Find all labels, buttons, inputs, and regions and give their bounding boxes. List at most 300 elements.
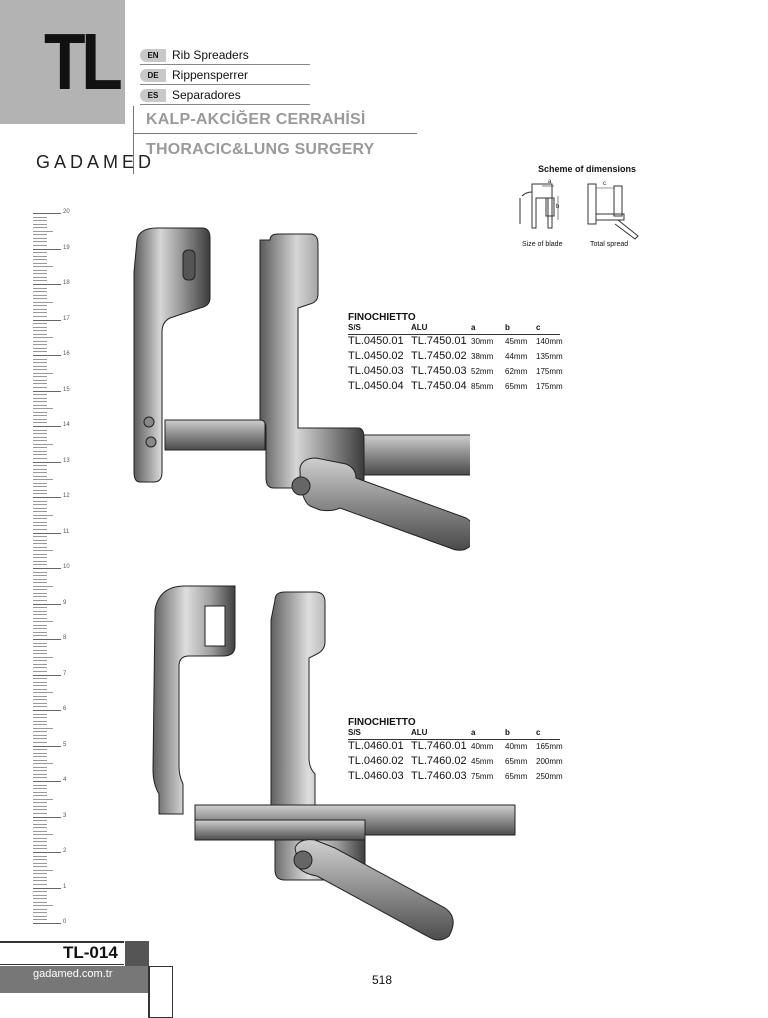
table-cell: 65mm: [505, 757, 528, 766]
ruler-tick: [33, 220, 47, 221]
col-b: b: [505, 323, 510, 332]
ruler-tick: [33, 256, 47, 257]
ruler-tick: [33, 813, 47, 814]
ruler-tick: [33, 891, 47, 892]
lang-text: Separadores: [172, 88, 241, 102]
ruler-tick: [33, 490, 47, 491]
table-header: [348, 323, 560, 335]
lang-row-es: [140, 87, 310, 105]
ruler-tick: [33, 522, 47, 523]
table-cell: 62mm: [505, 367, 528, 376]
ruler-tick: [33, 760, 47, 761]
ruler-tick: [33, 508, 47, 509]
ruler-tick: [33, 728, 53, 729]
ruler-tick: [33, 902, 47, 903]
ruler-tick: [33, 731, 47, 732]
lang-code: EN: [140, 49, 166, 62]
ruler-tick: [33, 873, 47, 874]
ruler-label: 10: [63, 564, 70, 570]
lang-row-en: [140, 47, 310, 65]
table-cell: 52mm: [471, 367, 494, 376]
col-b: b: [505, 728, 510, 737]
ruler-tick: [33, 561, 47, 562]
ruler-tick: [33, 309, 47, 310]
lang-code: ES: [140, 89, 166, 102]
scheme-letter-b: b: [556, 204, 560, 210]
ruler-tick: [33, 440, 47, 441]
ruler-tick: [33, 355, 61, 356]
ruler-tick: [33, 330, 47, 331]
ruler-tick: [33, 614, 47, 615]
ruler-tick: [33, 515, 53, 516]
table-cell: 30mm: [471, 337, 494, 346]
ruler-label: 5: [63, 741, 67, 748]
ruler-tick: [33, 749, 47, 750]
ruler-tick: [33, 305, 47, 306]
table-row: [348, 335, 578, 350]
ruler-tick: [33, 554, 47, 555]
ruler-tick: [33, 249, 61, 250]
table-cell: TL.0450.02: [348, 350, 404, 362]
ruler-tick: [33, 277, 47, 278]
ruler-tick: [33, 224, 47, 225]
table-cell: TL.0450.01: [348, 335, 404, 347]
ruler-tick: [33, 273, 47, 274]
ruler-label: 12: [63, 493, 70, 499]
ruler-tick: [33, 824, 47, 825]
ruler-tick: [33, 909, 47, 910]
table-cell: TL.0460.02: [348, 755, 404, 767]
ruler-tick: [33, 369, 47, 370]
ruler-tick: [33, 774, 47, 775]
ruler-tick: [33, 838, 47, 839]
section-code: TL: [44, 17, 119, 106]
ruler-tick: [33, 241, 47, 242]
ruler-tick: [33, 426, 61, 427]
table-cell: 75mm: [471, 772, 494, 781]
footer-decoration: [149, 966, 173, 1018]
ruler-tick: [33, 493, 47, 494]
ruler-tick: [33, 525, 47, 526]
ruler-tick: [33, 767, 47, 768]
ruler-label: 9: [63, 599, 67, 606]
ruler-tick: [33, 884, 47, 885]
ruler-tick: [33, 664, 47, 665]
ruler-tick: [33, 735, 47, 736]
ruler-tick: [33, 572, 47, 573]
ruler-tick: [33, 880, 47, 881]
ruler-tick: [33, 391, 61, 392]
ruler-tick: [33, 295, 47, 296]
ruler-label: 18: [63, 280, 70, 286]
ruler-label: 8: [63, 635, 67, 641]
ruler-tick: [33, 398, 47, 399]
ruler-tick: [33, 632, 47, 633]
ruler-tick: [33, 568, 61, 569]
ruler-tick: [33, 589, 47, 590]
ruler-tick: [33, 547, 47, 548]
ruler-tick: [33, 557, 47, 558]
col-ss: S/S: [348, 323, 361, 332]
ruler-tick: [33, 298, 47, 299]
table-row: [348, 350, 578, 365]
ruler-tick: [33, 376, 47, 377]
table-row: [348, 365, 578, 380]
ruler-tick: [33, 724, 47, 725]
ruler-tick: [33, 912, 47, 913]
ruler-label: 1: [63, 883, 67, 890]
ruler-tick: [33, 327, 47, 328]
ruler-label: 3: [63, 812, 67, 819]
table-cell: 38mm: [471, 352, 494, 361]
ruler-tick: [33, 618, 47, 619]
table-cell: TL.7460.01: [411, 740, 467, 752]
ruler-tick: [33, 831, 47, 832]
ruler-tick: [33, 337, 53, 338]
ruler-tick: [33, 401, 47, 402]
page-number: 518: [372, 973, 393, 987]
ruler-tick: [33, 501, 47, 502]
ruler-tick: [33, 380, 47, 381]
ruler-tick: [33, 689, 47, 690]
ruler-tick: [33, 682, 47, 683]
table-cell: 40mm: [505, 742, 528, 751]
ruler-tick: [33, 721, 47, 722]
table-cell: 140mm: [536, 337, 563, 346]
ruler-tick: [33, 462, 61, 463]
ruler-tick: [33, 582, 47, 583]
table-cell: TL.7450.02: [411, 350, 467, 362]
ruler-tick: [33, 483, 47, 484]
ruler-tick: [33, 799, 53, 800]
product-name: FINOCHIETTO: [348, 717, 416, 728]
scheme-label-spread: Total spread: [590, 241, 629, 248]
ruler-tick: [33, 699, 47, 700]
ruler-tick: [33, 497, 61, 498]
ruler-tick: [33, 444, 53, 445]
divider-horizontal: [133, 133, 417, 134]
ruler-tick: [33, 806, 47, 807]
ruler-tick: [33, 575, 47, 576]
table-cell: TL.7450.04: [411, 380, 467, 392]
ruler-tick: [33, 412, 47, 413]
ruler-label: 16: [63, 351, 70, 357]
ruler-tick: [33, 817, 61, 818]
ruler-tick: [33, 738, 47, 739]
table-cell: 85mm: [471, 382, 494, 391]
table-cell: 45mm: [471, 757, 494, 766]
ruler-tick: [33, 856, 47, 857]
ruler-tick: [33, 742, 47, 743]
ruler-tick: [33, 717, 47, 718]
ruler-tick: [33, 671, 47, 672]
ruler-tick: [33, 625, 47, 626]
ruler-tick: [33, 685, 47, 686]
ruler-tick: [33, 866, 47, 867]
spec-table-2: [348, 717, 578, 785]
table-cell: 165mm: [536, 742, 563, 751]
ruler-tick: [33, 344, 47, 345]
ruler-tick: [33, 596, 47, 597]
ruler-tick: [33, 433, 47, 434]
ruler-tick: [33, 586, 53, 587]
ruler-tick: [33, 746, 61, 747]
ruler-tick: [33, 781, 61, 782]
ruler-tick: [33, 280, 47, 281]
ruler-tick: [33, 458, 47, 459]
ruler-tick: [33, 415, 47, 416]
table-cell: 65mm: [505, 382, 528, 391]
table-cell: TL.0450.04: [348, 380, 404, 392]
ruler-tick: [33, 650, 47, 651]
ruler-label: 17: [63, 315, 70, 322]
ruler-tick: [33, 518, 47, 519]
ruler-tick: [33, 841, 47, 842]
ruler-tick: [33, 877, 47, 878]
ruler-tick: [33, 504, 47, 505]
ruler-tick: [33, 362, 47, 363]
ruler-tick: [33, 923, 61, 924]
table-row: [348, 380, 578, 395]
ruler-tick: [33, 351, 47, 352]
ruler-tick: [33, 316, 47, 317]
category-title-en: THORACIC&LUNG SURGERY: [146, 141, 375, 158]
ruler-tick: [33, 334, 47, 335]
ruler-tick: [33, 405, 47, 406]
ruler-tick: [33, 639, 61, 640]
ruler-tick: [33, 604, 61, 605]
ruler-tick: [33, 533, 61, 534]
ruler-label: 11: [63, 528, 70, 535]
col-c: c: [536, 323, 541, 332]
ruler-tick: [33, 593, 47, 594]
lang-row-de: [140, 67, 310, 85]
ruler-tick: [33, 227, 47, 228]
ruler-tick: [33, 635, 47, 636]
scheme-label-blade: Size of blade: [522, 241, 563, 248]
ruler-tick: [33, 628, 47, 629]
table-cell: 175mm: [536, 382, 563, 391]
scheme-letter-a: a: [548, 179, 552, 185]
ruler-tick: [33, 714, 47, 715]
footer-decoration: [125, 966, 149, 1018]
ruler-tick: [33, 788, 47, 789]
table-cell: 250mm: [536, 772, 563, 781]
ruler-tick: [33, 348, 47, 349]
ruler-tick: [33, 660, 47, 661]
ruler-tick: [33, 564, 47, 565]
spec-table-1: [348, 312, 578, 395]
ruler-tick: [33, 621, 53, 622]
ruler-label: 14: [63, 422, 70, 428]
ruler-tick: [33, 408, 53, 409]
ruler-tick: [33, 430, 47, 431]
ruler-tick: [33, 888, 61, 889]
ruler-tick: [33, 291, 47, 292]
ruler-tick: [33, 657, 53, 658]
ruler-tick: [33, 770, 47, 771]
ruler-tick: [33, 848, 47, 849]
ruler-tick: [33, 323, 47, 324]
table-cell: TL.0460.03: [348, 770, 404, 782]
col-alu: ALU: [411, 323, 428, 332]
ruler-tick: [33, 234, 47, 235]
ruler-tick: [33, 785, 47, 786]
ruler-tick: [33, 696, 47, 697]
ruler-tick: [33, 359, 47, 360]
ruler-tick: [33, 600, 47, 601]
ruler-tick: [33, 667, 47, 668]
table-row: [348, 755, 578, 770]
table-cell: TL.0450.03: [348, 365, 404, 377]
ruler-label: 19: [63, 244, 70, 251]
ruler-label: 6: [63, 706, 67, 712]
ruler-tick: [33, 710, 61, 711]
ruler-tick: [33, 231, 53, 232]
ruler-tick: [33, 366, 47, 367]
table-cell: 44mm: [505, 352, 528, 361]
ruler-tick: [33, 245, 47, 246]
table-cell: TL.7450.01: [411, 335, 467, 347]
table-cell: 65mm: [505, 772, 528, 781]
ruler-tick: [33, 763, 53, 764]
ruler-tick: [33, 540, 47, 541]
ruler-tick: [33, 550, 53, 551]
ruler-tick: [33, 476, 47, 477]
lang-code: DE: [140, 69, 166, 82]
ruler-tick: [33, 479, 53, 480]
table-cell: 45mm: [505, 337, 528, 346]
ruler-tick: [33, 387, 47, 388]
ruler-label: 4: [63, 777, 67, 783]
ruler-tick: [33, 834, 53, 835]
col-c: c: [536, 728, 541, 737]
ruler-tick: [33, 511, 47, 512]
ruler-tick: [33, 288, 47, 289]
ruler-tick: [33, 895, 47, 896]
ruler-tick: [33, 777, 47, 778]
scheme-letter-c: c: [603, 181, 606, 187]
ruler-tick: [33, 238, 47, 239]
ruler-tick: [33, 692, 53, 693]
ruler-tick: [33, 905, 53, 906]
ruler-tick: [33, 643, 47, 644]
footer-decoration: [125, 941, 149, 966]
ruler-tick: [33, 373, 53, 374]
table-row: [348, 740, 578, 755]
ruler-label: 2: [63, 848, 67, 854]
ruler-tick: [33, 820, 47, 821]
ruler-tick: [33, 756, 47, 757]
table-header: [348, 728, 560, 740]
ruler-tick: [33, 213, 61, 214]
section-code-block: [0, 0, 125, 124]
ruler-tick: [33, 611, 47, 612]
ruler-tick: [33, 312, 47, 313]
ruler-tick: [33, 284, 61, 285]
ruler-tick: [33, 579, 47, 580]
ruler-tick: [33, 486, 47, 487]
lang-text: Rib Spreaders: [172, 48, 249, 62]
ruler-label: 15: [63, 386, 70, 393]
category-title-tr: KALP-AKCİĞER CERRAHİSİ: [146, 111, 366, 128]
ruler-tick: [33, 916, 47, 917]
ruler-tick: [33, 266, 53, 267]
lang-text: Rippensperrer: [172, 68, 249, 82]
ruler-tick: [33, 383, 47, 384]
ruler-tick: [33, 653, 47, 654]
ruler-tick: [33, 703, 47, 704]
ruler-tick: [33, 845, 47, 846]
ruler-tick: [33, 870, 53, 871]
col-ss: S/S: [348, 728, 361, 737]
ruler-tick: [33, 646, 47, 647]
ruler-tick: [33, 863, 47, 864]
ruler-tick: [33, 263, 47, 264]
ruler-tick: [33, 451, 47, 452]
ruler-tick: [33, 320, 61, 321]
col-a: a: [471, 728, 476, 737]
ruler-tick: [33, 217, 47, 218]
ruler-tick: [33, 422, 47, 423]
ruler-tick: [33, 852, 61, 853]
ruler-tick: [33, 792, 47, 793]
ruler-tick: [33, 472, 47, 473]
ruler-tick: [33, 259, 47, 260]
table-row: [348, 770, 578, 785]
ruler-tick: [33, 795, 47, 796]
ruler-tick: [33, 607, 47, 608]
ruler-tick: [33, 753, 47, 754]
ruler-tick: [33, 437, 47, 438]
ruler-tick: [33, 827, 47, 828]
table-cell: TL.7460.03: [411, 770, 467, 782]
table-cell: 175mm: [536, 367, 563, 376]
ruler-tick: [33, 529, 47, 530]
ruler-tick: [33, 447, 47, 448]
ruler-tick: [33, 394, 47, 395]
table-cell: TL.0460.01: [348, 740, 404, 752]
ruler-tick: [33, 465, 47, 466]
ruler-tick: [33, 454, 47, 455]
ruler-tick: [33, 898, 47, 899]
footer-url: gadamed.com.tr: [33, 968, 113, 980]
ruler-tick: [33, 802, 47, 803]
ruler-tick: [33, 859, 47, 860]
table-cell: 200mm: [536, 757, 563, 766]
measurement-ruler: [33, 210, 73, 930]
ruler-tick: [33, 809, 47, 810]
ruler-label: 20: [63, 209, 70, 215]
product-name: FINOCHIETTO: [348, 312, 416, 323]
ruler-tick: [33, 678, 47, 679]
ruler-tick: [33, 341, 47, 342]
ruler-tick: [33, 536, 47, 537]
ruler-tick: [33, 302, 53, 303]
brand-logo: GADAMED: [36, 152, 156, 172]
scheme-illustration: [512, 176, 652, 248]
col-a: a: [471, 323, 476, 332]
table-cell: 135mm: [536, 352, 563, 361]
ruler-label: 7: [63, 670, 67, 677]
footer-code: TL-014: [63, 943, 118, 962]
ruler-tick: [33, 252, 47, 253]
scheme-title: Scheme of dimensions: [538, 164, 637, 174]
ruler-tick: [33, 419, 47, 420]
ruler-tick: [33, 543, 47, 544]
ruler-label: 0: [63, 919, 67, 925]
table-cell: TL.7460.02: [411, 755, 467, 767]
